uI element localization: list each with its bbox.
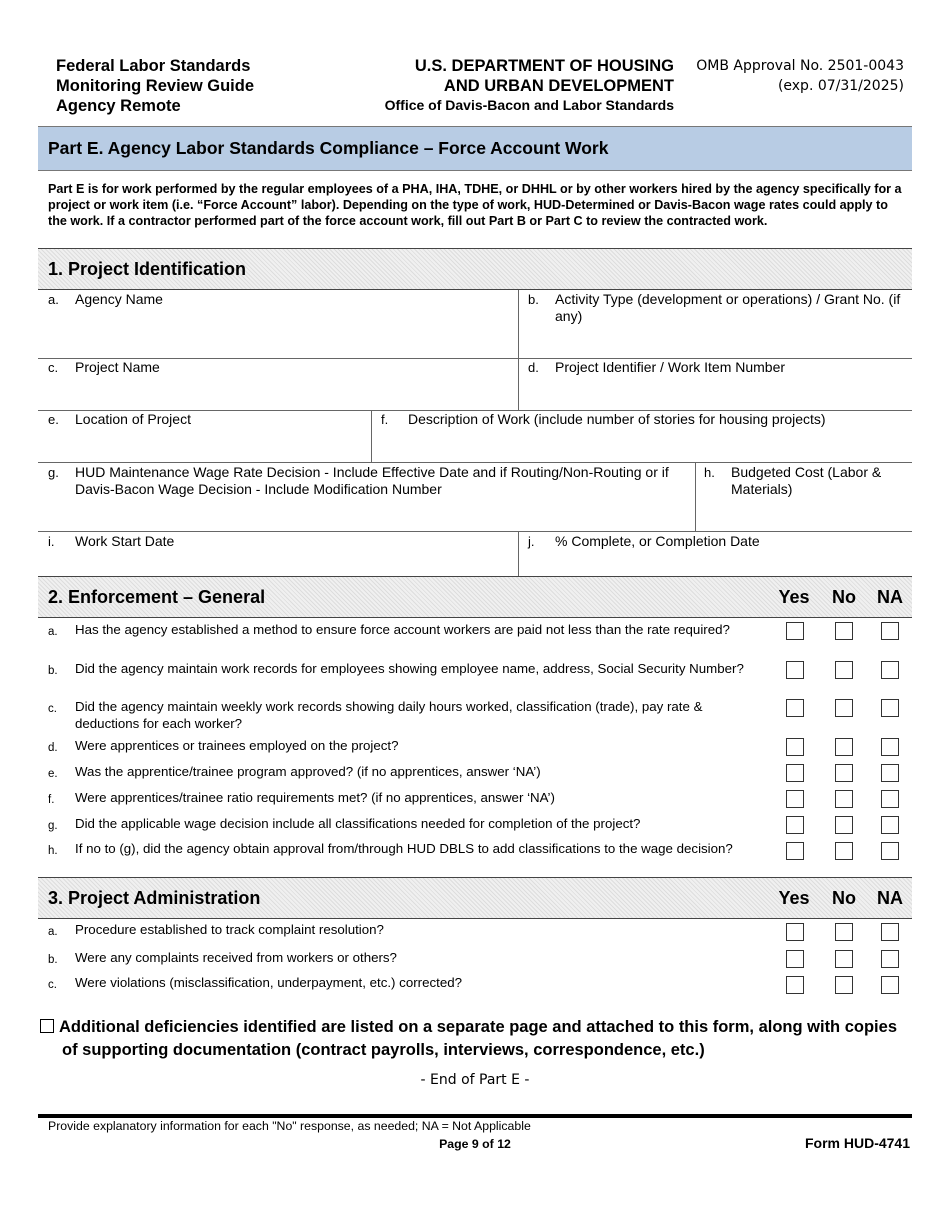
guide-title-line: Agency Remote — [56, 97, 181, 115]
form-number: Form HUD-4741 — [804, 1135, 910, 1151]
question-letter: b. — [48, 665, 58, 677]
field-label: Budgeted Cost (Labor & Materials) — [731, 464, 882, 497]
na-checkbox[interactable] — [881, 976, 899, 994]
section-header-project-administration — [38, 877, 912, 919]
yes-checkbox[interactable] — [786, 764, 804, 782]
field-letter: e. — [48, 412, 59, 427]
column-header-yes: Yes — [778, 888, 810, 908]
footer-note: Provide explanatory information for each "No" response, as needed; NA = Not Applicable — [48, 1119, 531, 1133]
question-text: Did the agency maintain weekly work records showing daily hours worked, classification (trade), pay rate & deductions for each worker? — [75, 699, 703, 731]
na-checkbox[interactable] — [881, 661, 899, 679]
na-checkbox[interactable] — [881, 923, 899, 941]
section-header-enforcement — [38, 576, 912, 618]
question-text: Was the apprentice/trainee program approved? (if no apprentices, answer ‘NA’) — [75, 764, 541, 779]
field-letter: j. — [528, 534, 535, 549]
field-letter: b. — [528, 292, 539, 307]
section-title: 2. Enforcement – General — [48, 587, 266, 607]
field-label: Agency Name — [75, 291, 163, 307]
na-checkbox[interactable] — [881, 699, 899, 717]
section-title: 1. Project Identification — [48, 259, 247, 279]
na-checkbox[interactable] — [881, 842, 899, 860]
field-label: Activity Type (development or operations) / Grant No. (if any) — [555, 291, 901, 324]
yes-checkbox[interactable] — [786, 976, 804, 994]
divider — [518, 358, 519, 410]
divider — [518, 531, 519, 576]
divider — [695, 462, 696, 531]
field-letter: c. — [48, 360, 59, 375]
yes-checkbox[interactable] — [786, 790, 804, 808]
question-text: Were violations (misclassification, underpayment, etc.) corrected? — [75, 975, 462, 990]
question-letter: h. — [48, 845, 58, 857]
page-number: Page 9 of 12 — [439, 1137, 511, 1151]
part-title: Part E. Agency Labor Standards Compliance – Force Account Work — [38, 126, 912, 171]
field-label: Description of Work (include number of stories for housing projects) — [408, 411, 826, 427]
no-checkbox[interactable] — [835, 699, 853, 717]
section-header-project-identification — [38, 248, 912, 290]
column-header-no: No — [832, 587, 856, 607]
additional-deficiencies-checkbox[interactable] — [40, 1019, 54, 1033]
agency-name-line1: U.S. DEPARTMENT OF HOUSING — [414, 57, 674, 75]
na-checkbox[interactable] — [881, 950, 899, 968]
question-letter: b. — [48, 954, 58, 966]
agency-name-line2: AND URBAN DEVELOPMENT — [443, 77, 674, 95]
field-letter: h. — [704, 465, 715, 480]
na-checkbox[interactable] — [881, 622, 899, 640]
no-checkbox[interactable] — [835, 738, 853, 756]
question-text: Has the agency established a method to ensure force account workers are paid not less than the rate required? — [75, 622, 730, 637]
section-title: 3. Project Administration — [48, 888, 261, 908]
no-checkbox[interactable] — [835, 816, 853, 834]
deficiency-text-line1: Additional deficiencies identified are listed on a separate page and attached to this form, along with copies — [59, 1018, 897, 1036]
divider — [518, 290, 519, 358]
yes-checkbox[interactable] — [786, 816, 804, 834]
no-checkbox[interactable] — [835, 790, 853, 808]
guide-title-line: Federal Labor Standards — [56, 57, 251, 75]
yes-checkbox[interactable] — [786, 622, 804, 640]
field-letter: i. — [48, 534, 55, 549]
office-name: Office of Davis-Bacon and Labor Standards — [384, 97, 674, 113]
no-checkbox[interactable] — [835, 923, 853, 941]
no-checkbox[interactable] — [835, 622, 853, 640]
question-text: Were apprentices/trainee ratio requirements met? (if no apprentices, answer ‘NA’) — [75, 790, 555, 805]
question-letter: e. — [48, 768, 58, 780]
field-letter: d. — [528, 360, 539, 375]
guide-title-line: Monitoring Review Guide — [56, 77, 255, 95]
yes-checkbox[interactable] — [786, 923, 804, 941]
yes-checkbox[interactable] — [786, 699, 804, 717]
no-checkbox[interactable] — [835, 764, 853, 782]
question-letter: f. — [48, 794, 55, 806]
column-header-yes: Yes — [778, 587, 810, 607]
yes-checkbox[interactable] — [786, 661, 804, 679]
agency-name — [354, 56, 674, 115]
question-text: Procedure established to track complaint resolution? — [75, 922, 384, 937]
na-checkbox[interactable] — [881, 790, 899, 808]
yes-checkbox[interactable] — [786, 738, 804, 756]
question-text: Did the agency maintain work records for employees showing employee name, address, Social Security Number? — [75, 661, 744, 676]
omb-approval — [696, 56, 904, 96]
na-checkbox[interactable] — [881, 764, 899, 782]
no-checkbox[interactable] — [835, 661, 853, 679]
part-intro: Part E is for work performed by the regular employees of a PHA, IHA, TDHE, or DHHL or by other workers hired by the agency specifically for a project or work item (i.e. “Force Account” labor). Depending on the type of work, HUD-Determined or Davis-Bacon wage rates could apply to the work. If a contractor performed part of the force account work, fill out Part B or Part C to review the contracted work. — [48, 182, 902, 229]
column-header-na: NA — [877, 587, 903, 607]
field-letter: f. — [381, 412, 389, 427]
field-letter: g. — [48, 465, 59, 480]
yes-checkbox[interactable] — [786, 842, 804, 860]
field-label: Work Start Date — [75, 533, 175, 549]
na-checkbox[interactable] — [881, 738, 899, 756]
question-text: If no to (g), did the agency obtain approval from/through HUD DBLS to add classifications to the wage decision? — [75, 841, 733, 856]
divider — [38, 462, 912, 463]
deficiency-text-line2: of supporting documentation (contract payrolls, interviews, correspondence, etc.) — [62, 1041, 705, 1059]
question-letter: a. — [48, 926, 58, 938]
end-of-part: - End of Part E - — [420, 1072, 530, 1088]
divider — [371, 410, 372, 462]
column-header-na: NA — [877, 888, 903, 908]
column-header-no: No — [832, 888, 856, 908]
field-label: Location of Project — [75, 411, 191, 427]
na-checkbox[interactable] — [881, 816, 899, 834]
omb-expiration: (exp. 07/31/2025) — [777, 78, 904, 94]
question-letter: c. — [48, 703, 57, 715]
question-letter: a. — [48, 626, 58, 638]
field-label: % Complete, or Completion Date — [555, 533, 760, 549]
field-label: HUD Maintenance Wage Rate Decision - Include Effective Date and if Routing/Non-Routing or if Davis-Bacon Wage Decision - Include Modification Number — [75, 464, 669, 497]
question-letter: d. — [48, 742, 58, 754]
no-checkbox[interactable] — [835, 976, 853, 994]
divider — [38, 531, 912, 532]
question-text: Were any complaints received from workers or others? — [75, 950, 397, 965]
omb-number: OMB Approval No. 2501-0043 — [696, 58, 904, 74]
document-header — [56, 56, 916, 118]
question-letter: c. — [48, 979, 57, 991]
question-text: Did the applicable wage decision include all classifications needed for completion of the project? — [75, 816, 641, 831]
yes-checkbox[interactable] — [786, 950, 804, 968]
additional-deficiencies — [40, 1016, 910, 1062]
field-letter: a. — [48, 292, 59, 307]
no-checkbox[interactable] — [835, 842, 853, 860]
no-checkbox[interactable] — [835, 950, 853, 968]
question-text: Were apprentices or trainees employed on the project? — [75, 738, 399, 753]
field-label: Project Identifier / Work Item Number — [555, 359, 786, 375]
question-letter: g. — [48, 820, 58, 832]
field-label: Project Name — [75, 359, 160, 375]
guide-title — [56, 56, 254, 116]
deficiency-line1 — [40, 1016, 910, 1039]
